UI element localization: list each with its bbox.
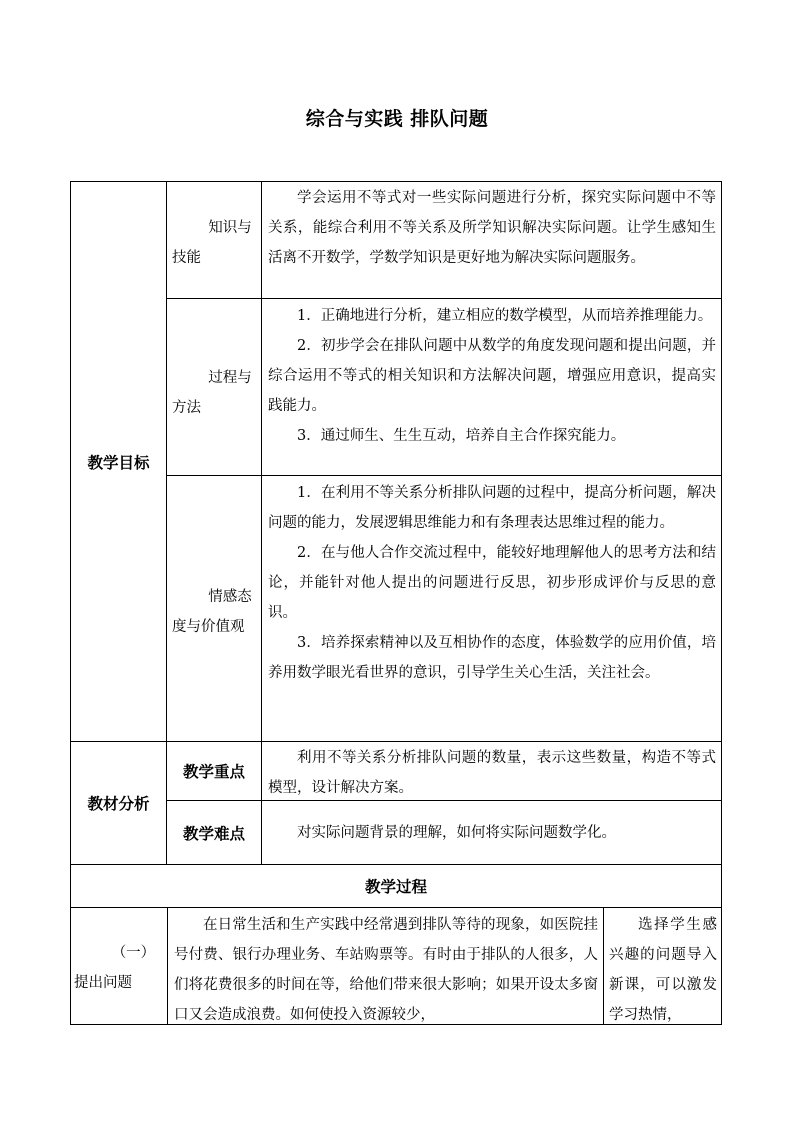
- paragraph: 3．培养探索精神以及互相协作的态度，体验数学的应用价值，培养用数学眼光看世界的意识，引导学生关心生活，关注社会。: [268, 635, 716, 681]
- row-content-knowledge: [268, 183, 716, 273]
- row-content-attitude: [268, 478, 716, 688]
- process-row-note: 选择学生感兴趣的问题导入新课，可以激发学习热情，: [609, 917, 717, 1023]
- paragraph: 2．在与他人合作交流过程中，能较好地理解他人的思考方法和结论，并能针对他人提出的问题进行反思，初步形成评价与反思的意识。: [268, 545, 716, 621]
- paragraph: 3．通过师生、生生互动，培养自主合作探究能力。: [297, 428, 626, 444]
- row-content-difficulties: 对实际问题背景的理解，如何将实际问题数学化。: [297, 825, 616, 841]
- row-label-process: 过程与方法: [172, 370, 252, 416]
- row-content-key-points: 利用不等关系分析排队问题的数量，表示这些数量，构造不等式模型，设计解决方案。: [268, 750, 716, 796]
- section-label-materials: 教材分析: [87, 795, 150, 813]
- paragraph: 2．初步学会在排队问题中从数学的角度发现问题和提出问题，并综合运用不等式的相关知识和方法解决问题，增强应用意识，提高实践能力。: [268, 338, 716, 414]
- paragraph: 1．正确地进行分析，建立相应的数学模型，从而培养推理能力。: [297, 308, 713, 324]
- section-label-objectives: 教学目标: [87, 453, 150, 472]
- row-label-attitude: 情感态度与价值观: [172, 589, 252, 635]
- row-label-knowledge: 知识与技能: [172, 220, 252, 266]
- process-row-label: （一）提出问题: [74, 945, 156, 991]
- process-row-text: 在日常生活和生产实践中经常遇到排队等待的现象，如医院挂号付费、银行办理业务、车站购票等。有时由于排队的人很多，人们将花费很多的时间在等，给他们带来很大影响；如果开设太多窗口又会造成浪费。如何使投入资源较少，: [174, 917, 598, 1023]
- page-title: 综合与实践 排队问题: [305, 108, 489, 130]
- process-header: 教学过程: [364, 878, 427, 896]
- row-label-key-points: 教学重点: [182, 763, 245, 781]
- paragraph: 学会运用不等式对一些实际问题进行分析，探究实际问题中不等关系，能综合利用不等关系及所学知识解决实际问题。让学生感知生活离不开数学，学数学知识是更好地为解决实际问题服务。: [268, 190, 716, 266]
- row-label-difficulties: 教学难点: [182, 824, 245, 843]
- row-content-process: [268, 301, 716, 451]
- paragraph: 1．在利用不等关系分析排队问题的过程中，提高分析问题，解决问题的能力，发展逻辑思维能力和有条理表达思维过程的能力。: [268, 485, 716, 531]
